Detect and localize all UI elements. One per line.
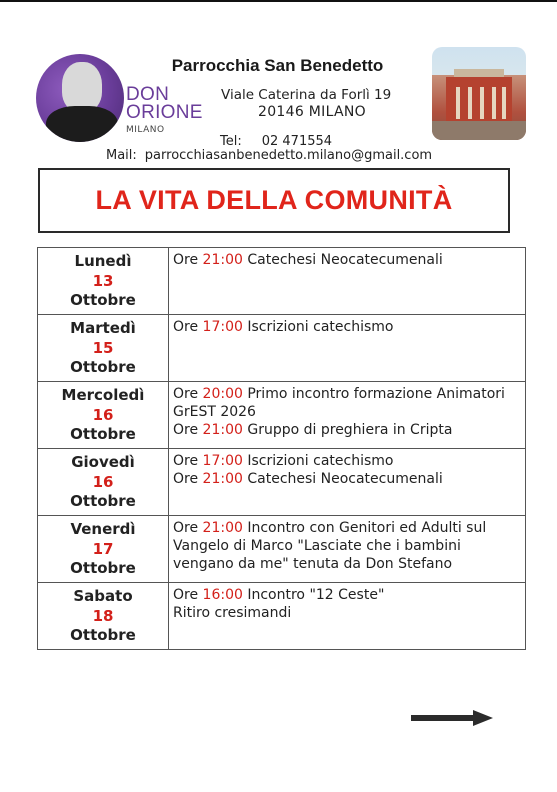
day-cell — [38, 382, 169, 449]
day-name: Sabato — [73, 587, 133, 605]
tel-label: Tel: — [220, 134, 242, 149]
logo-portrait — [36, 54, 124, 142]
events-cell — [169, 315, 526, 382]
event-time: 21:00 — [202, 252, 243, 268]
ore-label: Ore — [173, 422, 199, 438]
event-text: Gruppo di preghiera in Cripta — [247, 422, 453, 438]
event-time: 21:00 — [202, 520, 243, 536]
event-entry — [173, 519, 521, 573]
email — [106, 148, 432, 163]
event-entry — [173, 604, 521, 622]
ore-label: Ore — [173, 319, 199, 335]
mail-label: Mail: — [106, 148, 137, 163]
event-time: 21:00 — [202, 422, 243, 438]
day-cell — [38, 583, 169, 650]
event-entry — [173, 421, 521, 439]
event-time: 21:00 — [202, 471, 243, 487]
schedule-row — [38, 449, 526, 516]
schedule-row — [38, 248, 526, 315]
schedule-row — [38, 516, 526, 583]
logo-don-text: DON — [126, 84, 170, 105]
logo-orione-text: ORIONE — [126, 102, 203, 123]
day-name: Mercoledì — [61, 386, 145, 404]
events-cell — [169, 248, 526, 315]
event-text: Incontro "12 Ceste" — [247, 587, 385, 603]
month-name: Ottobre — [70, 291, 136, 309]
day-number: 18 — [92, 606, 114, 625]
address-line-2: 20146 MILANO — [258, 104, 366, 120]
events-cell — [169, 449, 526, 516]
month-name: Ottobre — [70, 492, 136, 510]
day-cell — [38, 248, 169, 315]
event-text: Catechesi Neocatecumenali — [247, 252, 443, 268]
month-name: Ottobre — [70, 358, 136, 376]
event-time: 20:00 — [202, 386, 243, 402]
ore-label: Ore — [173, 587, 199, 603]
event-entry — [173, 385, 521, 421]
event-entry — [173, 251, 521, 269]
ore-label: Ore — [173, 386, 199, 402]
logo-city-text: MILANO — [126, 125, 165, 135]
schedule-row — [38, 583, 526, 650]
day-name: Giovedì — [71, 453, 135, 471]
right-arrow-icon[interactable] — [411, 710, 493, 726]
church-photo — [432, 47, 526, 140]
events-cell — [169, 583, 526, 650]
day-name: Venerdì — [70, 520, 136, 538]
event-time: 17:00 — [202, 453, 243, 469]
month-name: Ottobre — [70, 626, 136, 644]
schedule-row — [38, 315, 526, 382]
event-text: Iscrizioni catechismo — [247, 319, 394, 335]
event-text: Ritiro cresimandi — [173, 605, 292, 621]
event-entry — [173, 452, 521, 470]
event-text: Incontro con Genitori ed Adulti sul Vangelo di Marco "Lasciate che i bambini vengano da me" tenuta da Don Stefano — [173, 520, 487, 572]
day-number: 15 — [92, 338, 114, 357]
ore-label: Ore — [173, 520, 199, 536]
community-banner — [38, 168, 510, 233]
mail-value[interactable]: parrocchiasanbenedetto.milano@gmail.com — [144, 148, 433, 163]
top-border — [0, 0, 557, 2]
events-cell — [169, 516, 526, 583]
day-number: 16 — [92, 405, 114, 424]
schedule-row — [38, 382, 526, 449]
day-cell — [38, 315, 169, 382]
ore-label: Ore — [173, 252, 199, 268]
event-time: 16:00 — [202, 587, 243, 603]
event-time: 17:00 — [202, 319, 243, 335]
banner-title: LA VITA DELLA COMUNITÀ — [95, 185, 453, 215]
day-number: 16 — [92, 472, 114, 491]
day-number: 13 — [92, 271, 114, 290]
event-text: Primo incontro formazione Animatori GrEST 2026 — [173, 386, 505, 420]
event-text: Iscrizioni catechismo — [247, 453, 394, 469]
month-name: Ottobre — [70, 559, 136, 577]
event-text: Catechesi Neocatecumenali — [247, 471, 443, 487]
ore-label: Ore — [173, 453, 199, 469]
day-cell — [38, 516, 169, 583]
telephone — [220, 134, 332, 149]
ore-label: Ore — [173, 471, 199, 487]
event-entry — [173, 318, 521, 336]
month-name: Ottobre — [70, 425, 136, 443]
address-line-1: Viale Caterina da Forlì 19 — [221, 87, 392, 103]
schedule-table — [37, 247, 526, 650]
day-name: Martedì — [70, 319, 136, 337]
day-number: 17 — [92, 539, 114, 558]
tel-value: 02 471554 — [261, 134, 333, 149]
day-cell — [38, 449, 169, 516]
events-cell — [169, 382, 526, 449]
event-entry — [173, 470, 521, 488]
event-entry — [173, 586, 521, 604]
parish-name: Parrocchia San Benedetto — [171, 56, 384, 75]
day-name: Lunedì — [74, 252, 132, 270]
